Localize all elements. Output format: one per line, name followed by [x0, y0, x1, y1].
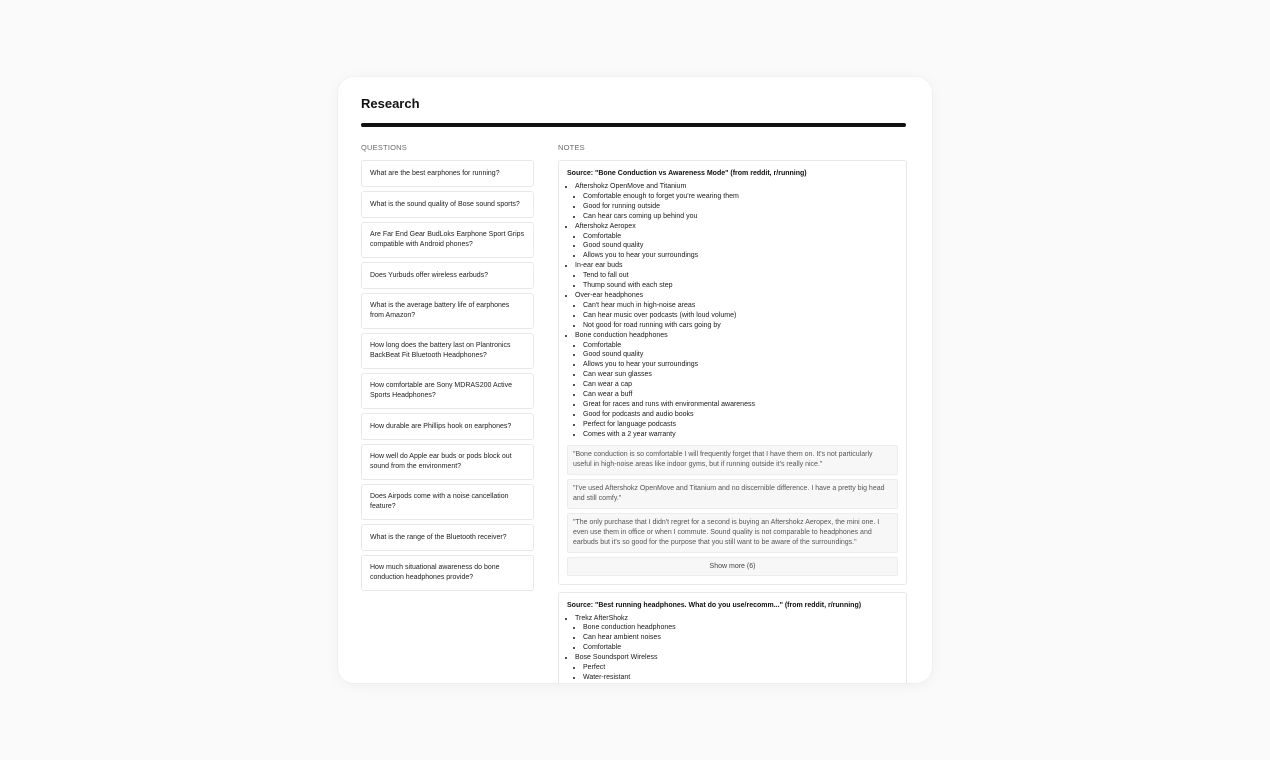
note-subpoints [575, 341, 898, 440]
question-item[interactable]: How well do Apple ear buds or pods block out sound from the environment? [361, 444, 534, 480]
note-point [575, 261, 898, 291]
note-point [575, 182, 898, 222]
note-point-text: Bone conduction headphones [575, 331, 668, 339]
note-subpoint: • Can hear ambient noises [583, 633, 898, 643]
progress-fill [361, 123, 906, 127]
note-quotes [567, 445, 898, 553]
note-subpoint: • Can hear cars coming up behind you [583, 212, 898, 222]
note-points [567, 182, 898, 440]
note-subpoint: • Good for podcasts and audio books [583, 410, 898, 420]
note-point [575, 222, 898, 262]
progress-bar [361, 123, 906, 127]
note-quote: "I've used Aftershokz OpenMove and Titanium and no discernible difference. I have a pretty big head and still comfy." [567, 479, 898, 509]
question-item[interactable]: How durable are Phillips hook on earphones? [361, 413, 534, 440]
note-point [575, 614, 898, 654]
note-subpoints [575, 623, 898, 653]
note-point [575, 331, 898, 440]
note-subpoint: • Can't hear much in high-noise areas [583, 301, 898, 311]
note-subpoint: • Thump sound with each step [583, 281, 898, 291]
note-subpoint: • Allows you to hear your surroundings [583, 251, 898, 261]
note-subpoint: • Comfortable [583, 232, 898, 242]
question-item[interactable]: What is the sound quality of Bose sound sports? [361, 191, 534, 218]
note-source: Source: "Best running headphones. What do you use/recomm..." (from reddit, r/running) [567, 601, 862, 609]
questions-list [361, 160, 534, 591]
note-subpoint: • Allows you to hear your surroundings [583, 360, 898, 370]
question-item[interactable]: What is the range of the Bluetooth receiver? [361, 524, 534, 551]
note-point [575, 291, 898, 331]
note-subpoint: • Can wear sun glasses [583, 370, 898, 380]
note-subpoints [575, 192, 898, 222]
note-point-text: In-ear ear buds [575, 262, 623, 270]
note-subpoint: • Good sound quality [583, 241, 898, 251]
question-item[interactable]: Does Yurbuds offer wireless earbuds? [361, 262, 534, 289]
research-card [338, 77, 932, 683]
question-item[interactable]: Are Far End Gear BudLoks Earphone Sport Grips compatible with Android phones? [361, 222, 534, 258]
question-item[interactable]: How much situational awareness do bone conduction headphones provide? [361, 555, 534, 591]
note-subpoint: • Can hear music over podcasts (with loud volume) [583, 311, 898, 321]
note-point-text: Aftershokz OpenMove and Titanium [575, 183, 687, 190]
note-subpoint: • Perfect for language podcasts [583, 420, 898, 430]
note-card [558, 592, 907, 683]
note-subpoints [575, 271, 898, 291]
note-point-text: Aftershokz Aeropex [575, 222, 636, 230]
note-subpoint: • Not good for road running with cars going by [583, 321, 898, 331]
note-subpoints [575, 663, 898, 683]
note-point-text: Over-ear headphones [575, 291, 644, 299]
note-source: Source: "Bone Conduction vs Awareness Mode" (from reddit, r/running) [567, 170, 807, 177]
note-point-text: Bose Soundsport Wireless [575, 654, 658, 662]
note-subpoint: • Comfortable [583, 643, 898, 653]
note-subpoint: • Comes with a 2 year warranty [583, 430, 898, 440]
note-subpoints [575, 232, 898, 262]
note-subpoint: • Comfortable enough to forget you're wearing them [583, 192, 898, 202]
question-item[interactable]: What are the best earphones for running? [361, 160, 534, 187]
note-subpoint: • Great for races and runs with environmental awareness [583, 400, 898, 410]
note-subpoint: • Water-resistant [583, 673, 898, 683]
note-points [567, 614, 898, 683]
note-subpoint: • Tend to fall out [583, 271, 898, 281]
note-quote: "Bone conduction is so comfortable I will frequently forget that I have them on. It's not particularly useful in high-noise areas like indoor gyms, but if running outside it's really nice." [567, 445, 898, 475]
page-title: Research [361, 96, 420, 111]
note-subpoint: • Good for running outside [583, 202, 898, 212]
note-subpoint: • Can wear a cap [583, 380, 898, 390]
question-item[interactable]: What is the average battery life of earphones from Amazon? [361, 293, 534, 329]
questions-label: QUESTIONS [361, 143, 407, 152]
note-point-text: Trekz AfterShokz [575, 614, 629, 622]
note-subpoint: • Comfortable [583, 341, 898, 351]
notes-label: NOTES [558, 143, 585, 152]
note-subpoint: • Can wear a buff [583, 390, 898, 400]
question-item[interactable]: How comfortable are Sony MDRAS200 Active Sports Headphones? [361, 373, 534, 409]
note-subpoint: • Perfect [583, 663, 898, 673]
note-subpoint: • Good sound quality [583, 350, 898, 360]
note-subpoint: • Bone conduction headphones [583, 623, 898, 633]
note-quote: "The only purchase that I didn't regret for a second is buying an Aftershokz Aeropex, the mini one. I even use them in office or when I commute. Sound quality is not comparable to headphones and earbuds but it's so good for the purpose that you still want to be aware of the surroundings." [567, 513, 898, 553]
question-item[interactable]: How long does the battery last on Plantronics BackBeat Fit Bluetooth Headphones? [361, 333, 534, 369]
question-item[interactable]: Does Airpods come with a noise cancellation feature? [361, 484, 534, 520]
note-point [575, 653, 898, 683]
notes-list [558, 160, 907, 683]
note-subpoints [575, 301, 898, 331]
note-card [558, 160, 907, 585]
show-more-button[interactable]: Show more (6) [567, 557, 898, 576]
